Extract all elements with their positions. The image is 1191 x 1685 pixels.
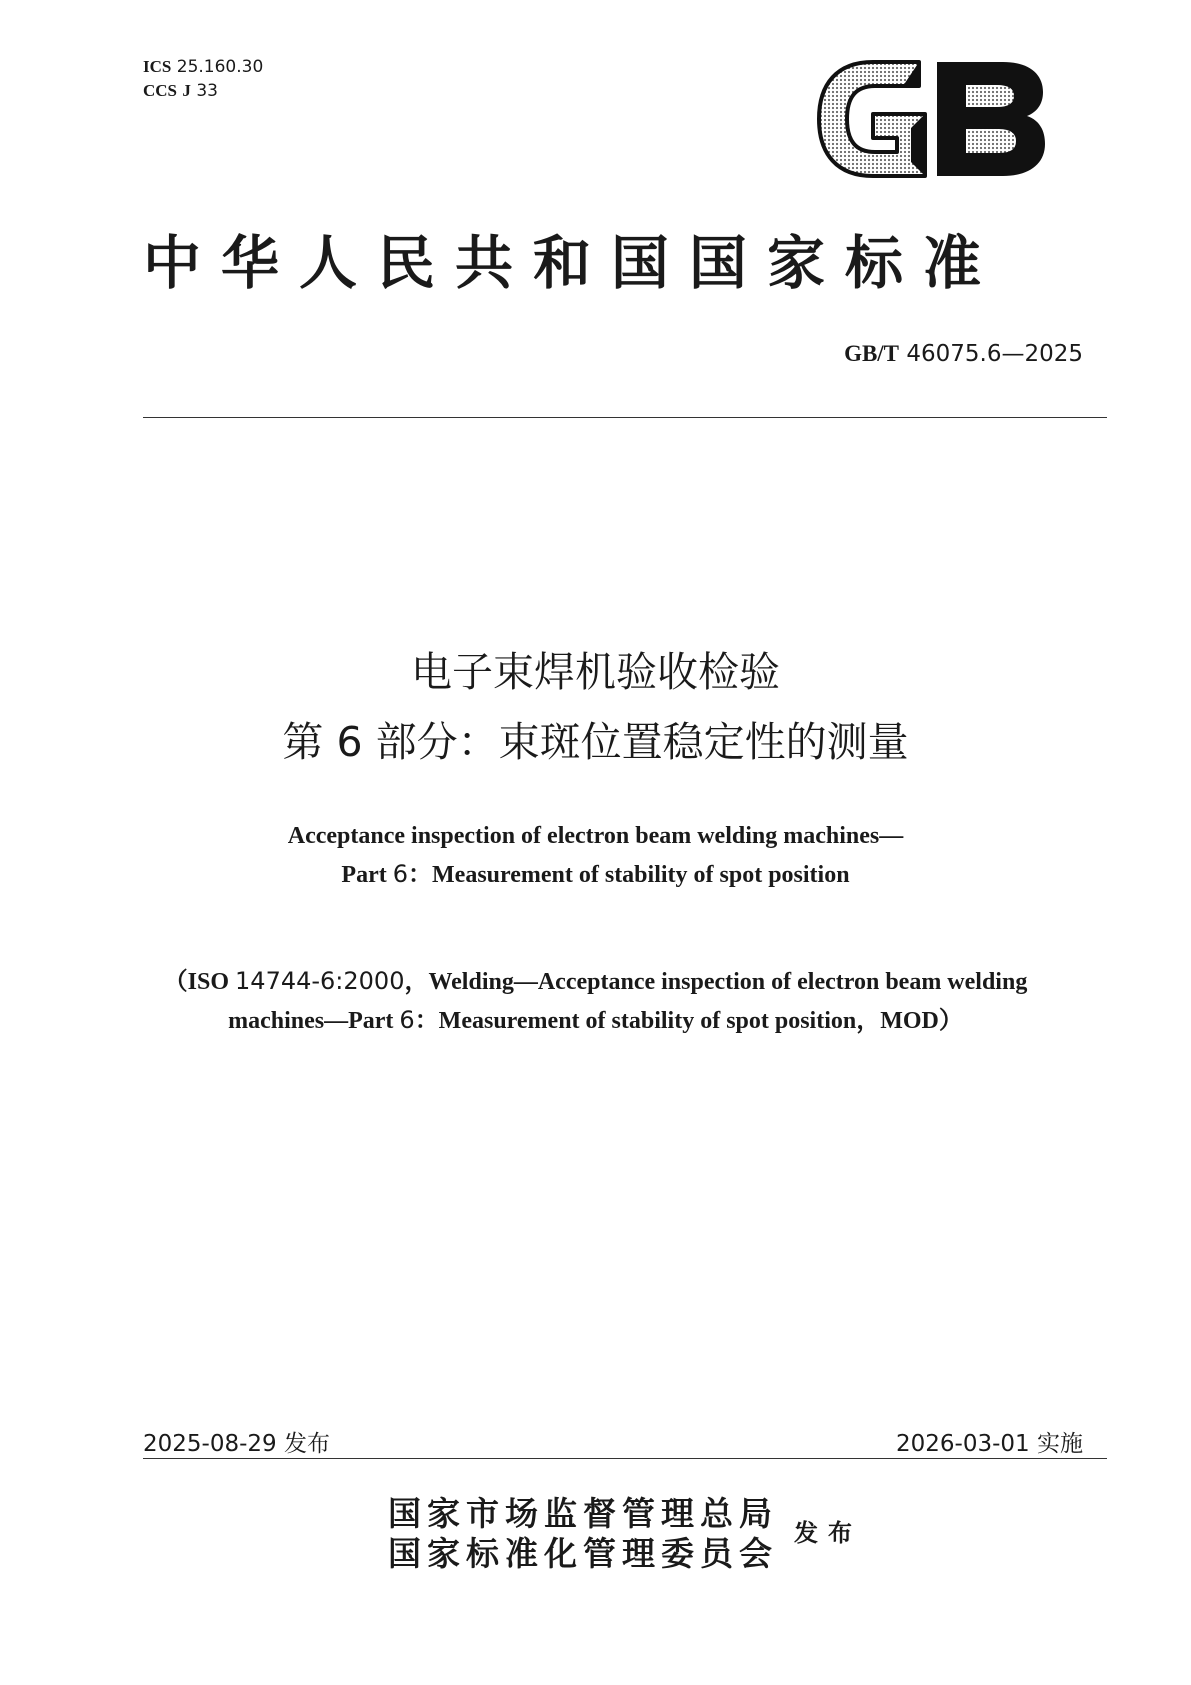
ccs-code: CCS J 33 <box>143 81 218 101</box>
ics-code: ICS 25.160.30 <box>143 57 264 77</box>
gb-standard-logo-icon <box>815 58 1049 180</box>
english-title-line1: Acceptance inspection of electron beam welding machines— <box>287 823 904 849</box>
national-standard-title: 中华人民共和国国家标准 <box>143 229 1002 297</box>
issuer-samr: 国家市场监督管理总局 <box>388 1494 778 1533</box>
bottom-divider <box>143 1458 1107 1459</box>
issue-date: 2025-08-29 发布 <box>143 1431 330 1457</box>
top-divider <box>143 417 1107 418</box>
issuing-authorities <box>388 1494 778 1574</box>
classification-codes <box>143 55 263 103</box>
issuer-sac: 国家标准化管理委员会 <box>388 1534 778 1573</box>
chinese-title-line2: 第 6 部分：束斑位置稳定性的测量 <box>282 718 909 766</box>
issue-word: 发布 <box>794 1518 862 1547</box>
english-title-line2: Part 6：Measurement of stability of spot position <box>341 860 850 888</box>
iso-reference-line2: machines—Part 6：Measurement of stability of spot position，MOD） <box>228 1006 963 1034</box>
standard-number: GB/T 46075.6—2025 <box>844 341 1083 367</box>
implementation-date: 2026-03-01 实施 <box>896 1431 1083 1457</box>
chinese-title-line1: 电子束焊机验收检验 <box>411 648 780 696</box>
iso-reference-line1: （ISO 14744-6:2000，Welding—Acceptance inspection of electron beam welding <box>163 967 1028 995</box>
